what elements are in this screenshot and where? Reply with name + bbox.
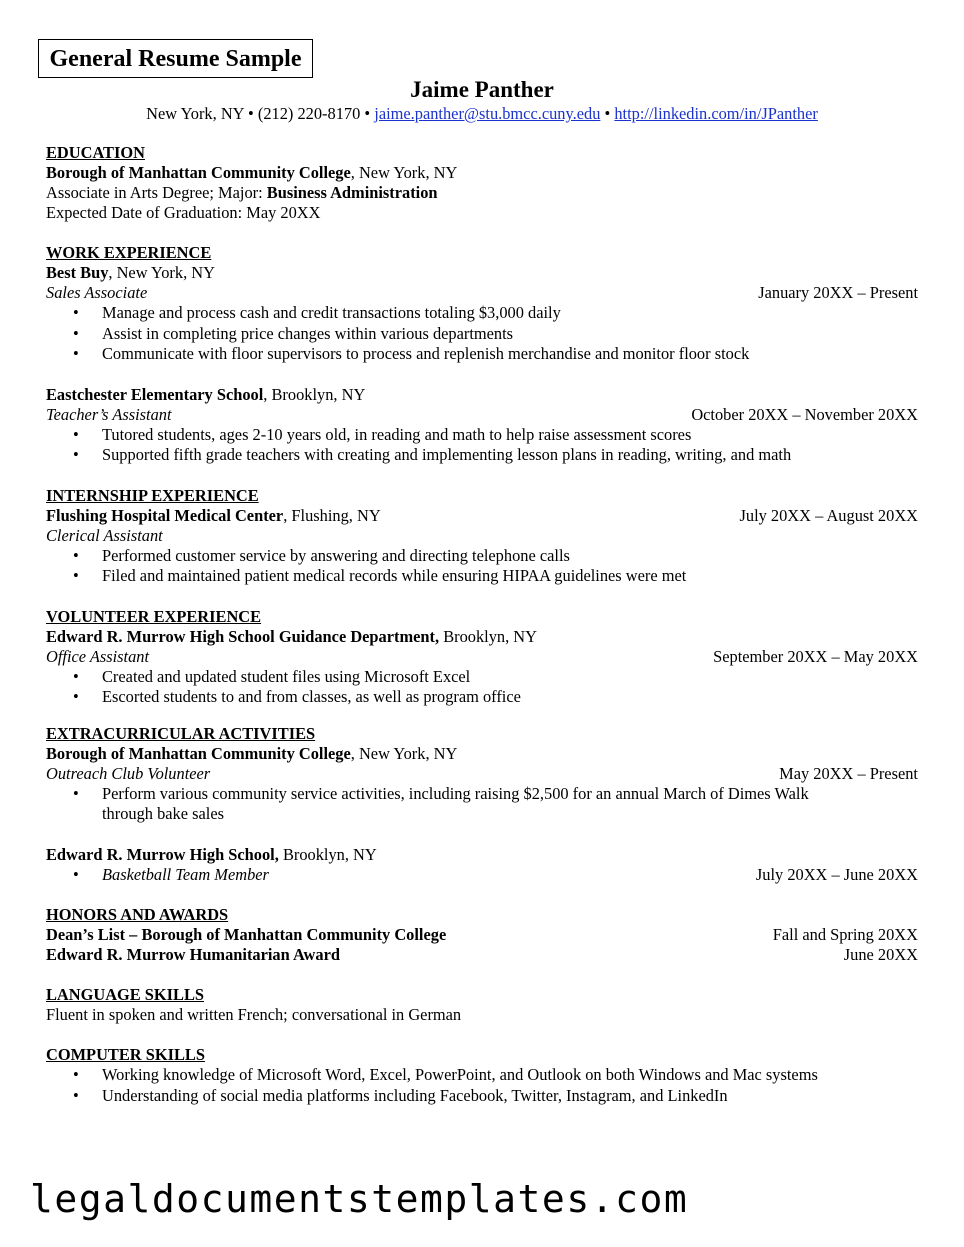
bullet-list bbox=[46, 865, 918, 886]
bullet-list bbox=[46, 546, 918, 587]
employer-location: , Brooklyn, NY bbox=[263, 384, 366, 404]
graduation-date: Expected Date of Graduation: May 20XX bbox=[46, 203, 321, 222]
employer-line bbox=[46, 385, 918, 405]
section-heading: EXTRACURRICULAR ACTIVITIES bbox=[46, 723, 316, 743]
job-title-line bbox=[46, 526, 918, 546]
bullet-icon: • bbox=[73, 783, 79, 803]
employer-location: , Flushing, NY bbox=[283, 505, 381, 525]
employer-line bbox=[46, 627, 918, 647]
role-dates: July 20XX – June 20XX bbox=[755, 864, 918, 884]
language-section bbox=[46, 985, 918, 1025]
contact-location: New York, NY bbox=[146, 104, 244, 123]
list-item: • Working knowledge of Microsoft Word, Excel, PowerPoint, and Outlook on both Windows and Mac systems bbox=[73, 1065, 818, 1084]
bullet-icon: • bbox=[73, 323, 79, 343]
separator: • bbox=[604, 104, 611, 123]
resume-body bbox=[46, 143, 918, 1106]
award-date: June 20XX bbox=[843, 945, 918, 964]
section-heading: EDUCATION bbox=[46, 143, 145, 162]
section-heading: INTERNSHIP EXPERIENCE bbox=[46, 485, 259, 505]
award-name: Edward R. Murrow Humanitarian Award bbox=[46, 945, 340, 964]
job-title: Sales Associate bbox=[46, 283, 148, 302]
honors-section bbox=[46, 905, 918, 965]
employer-line bbox=[46, 845, 918, 865]
education-degree-line bbox=[46, 183, 918, 203]
bullet-icon: • bbox=[73, 445, 79, 464]
job-title-line bbox=[46, 647, 918, 667]
major: Business Administration bbox=[266, 183, 438, 202]
list-item: • Supported fifth grade teachers with creating and implementing lesson plans in reading, writing, and math bbox=[73, 445, 792, 464]
separator: • bbox=[248, 104, 254, 123]
list-item: • Manage and process cash and credit transactions totaling $3,000 daily bbox=[73, 303, 561, 322]
contact-linkedin-link[interactable]: http://linkedin.com/in/JPanther bbox=[614, 104, 818, 123]
role-title: Basketball Team Member bbox=[102, 864, 269, 884]
job-dates: September 20XX – May 20XX bbox=[713, 646, 918, 666]
sample-label: General Resume Sample bbox=[38, 39, 313, 78]
bullet-list bbox=[46, 667, 918, 708]
job-title: Teacher’s Assistant bbox=[46, 404, 172, 424]
role-dates: May 20XX – Present bbox=[779, 763, 918, 783]
employer-location: , New York, NY bbox=[108, 263, 215, 282]
employer-name: Eastchester Elementary School bbox=[46, 384, 264, 404]
list-item: • Escorted students to and from classes, as well as program office bbox=[73, 687, 521, 706]
list-item: • Created and updated student files using Microsoft Excel bbox=[73, 666, 471, 686]
list-item: • Performed customer service by answering and directing telephone calls bbox=[73, 545, 570, 565]
job-title-line bbox=[46, 405, 918, 425]
section-heading: WORK EXPERIENCE bbox=[46, 243, 212, 262]
bullet-list bbox=[46, 784, 918, 825]
employer-line bbox=[46, 744, 918, 764]
award-line bbox=[46, 925, 918, 945]
list-item: • Tutored students, ages 2-10 years old, in reading and math to help raise assessment scores bbox=[73, 424, 692, 444]
job-dates: July 20XX – August 20XX bbox=[739, 505, 918, 525]
list-item: • Filed and maintained patient medical records while ensuring HIPAA guidelines were met bbox=[73, 566, 687, 585]
job-title: Office Assistant bbox=[46, 646, 150, 666]
list-item bbox=[46, 865, 918, 886]
contact-phone: (212) 220-8170 bbox=[257, 104, 361, 123]
award-date: Fall and Spring 20XX bbox=[772, 925, 918, 944]
employer-line bbox=[46, 506, 918, 526]
internship-section bbox=[46, 486, 918, 587]
job-title-line bbox=[46, 283, 918, 303]
bullet-icon: • bbox=[73, 566, 79, 585]
school-location: , New York, NY bbox=[350, 163, 458, 182]
separator: • bbox=[364, 104, 371, 123]
watermark: legaldocumentstemplates.com bbox=[30, 1177, 689, 1221]
employer-name: Flushing Hospital Medical Center bbox=[46, 505, 284, 525]
computer-section bbox=[46, 1045, 918, 1106]
degree: Associate in Arts Degree; Major: bbox=[46, 183, 267, 202]
list-item: • Communicate with floor supervisors to process and replenish merchandise and monitor floor stock bbox=[73, 344, 750, 363]
employer-name: Best Buy bbox=[46, 263, 109, 282]
award-name: Dean’s List – Borough of Manhattan Community College bbox=[46, 925, 447, 944]
job-title-line bbox=[46, 764, 918, 784]
org-name: Borough of Manhattan Community College bbox=[46, 743, 351, 763]
bullet-icon: • bbox=[73, 666, 79, 686]
bullet-icon: • bbox=[73, 303, 79, 322]
job-title: Clerical Assistant bbox=[46, 525, 163, 545]
bullet-list bbox=[46, 425, 918, 466]
resume-name: Jaime Panther bbox=[410, 77, 554, 102]
section-heading: LANGUAGE SKILLS bbox=[46, 985, 205, 1004]
language-text: Fluent in spoken and written French; conversational in German bbox=[46, 1005, 462, 1024]
list-item: • Assist in completing price changes within various departments bbox=[73, 323, 514, 343]
employer-name: Edward R. Murrow High School Guidance Department, bbox=[46, 626, 440, 646]
contact-email-link[interactable]: jaime.panther@stu.bmcc.cuny.edu bbox=[374, 104, 601, 123]
bullet-icon: • bbox=[73, 687, 79, 706]
list-item: • Understanding of social media platforms including Facebook, Twitter, Instagram, and LinkedIn bbox=[73, 1085, 728, 1105]
bullet-icon: • bbox=[73, 1085, 79, 1105]
bullet-icon: • bbox=[73, 545, 79, 565]
bullet-icon: • bbox=[73, 1065, 79, 1084]
org-location: Brooklyn, NY bbox=[278, 844, 377, 864]
bullet-icon: • bbox=[73, 424, 79, 444]
school-name: Borough of Manhattan Community College bbox=[46, 163, 351, 182]
extracurricular-section bbox=[46, 724, 918, 886]
section-heading: VOLUNTEER EXPERIENCE bbox=[46, 606, 262, 626]
volunteer-section bbox=[46, 607, 918, 708]
bullet-list bbox=[46, 1065, 918, 1106]
employer-line bbox=[46, 263, 918, 283]
job-dates: October 20XX – November 20XX bbox=[691, 404, 918, 424]
award-line bbox=[46, 945, 918, 965]
contact-line bbox=[0, 104, 964, 124]
education-section bbox=[46, 143, 918, 223]
employer-location: Brooklyn, NY bbox=[439, 626, 537, 646]
org-location: , New York, NY bbox=[350, 743, 458, 763]
role-title: Outreach Club Volunteer bbox=[46, 763, 211, 783]
job-dates: January 20XX – Present bbox=[758, 283, 918, 302]
education-school-line bbox=[46, 163, 918, 183]
org-name: Edward R. Murrow High School, bbox=[46, 844, 279, 864]
section-heading: HONORS AND AWARDS bbox=[46, 905, 229, 924]
work-section bbox=[46, 243, 918, 466]
bullet-list bbox=[46, 303, 918, 365]
section-heading: COMPUTER SKILLS bbox=[46, 1045, 205, 1064]
list-item: • Perform various community service activities, including raising $2,500 for an annual March of Dimes Walk through bake sales bbox=[73, 783, 809, 823]
bullet-icon: • bbox=[73, 344, 79, 363]
bullet-icon: • bbox=[73, 864, 79, 884]
